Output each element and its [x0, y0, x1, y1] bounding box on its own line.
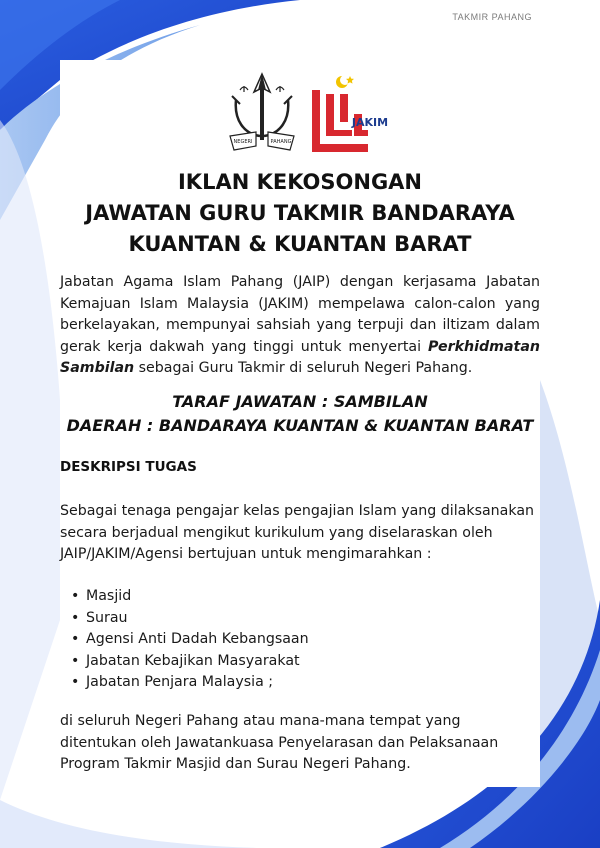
title-line-2: JAWATAN GURU TAKMIR BANDARAYA — [85, 201, 515, 225]
list-item: • Jabatan Kebajikan Masyarakat — [60, 651, 540, 673]
list-item: • Jabatan Penjara Malaysia ; — [60, 672, 540, 694]
page-title — [60, 167, 540, 260]
pahang-crest-icon — [230, 74, 294, 150]
logo-row — [60, 68, 540, 158]
intro-text-before: Jabatan Agama Islam Pahang (JAIP) dengan kerjasama Jabatan Kemajuan Islam Malaysia (JAKIM) mempelawa calon-calon yang berkelayakan, mempunyai sahsiah yang terpuji dan iltizam dalam gerak kerja dakwah yang tinggi untuk menyertai — [60, 274, 540, 355]
section-title-duties: DESKRIPSI TUGAS — [60, 459, 197, 475]
job-district: DAERAH : BANDARAYA KUANTAN & KUANTAN BARAT — [66, 416, 534, 435]
jakim-wordmark: JAKIM — [351, 116, 389, 129]
jakim-logo-icon — [312, 75, 388, 152]
intro-paragraph — [60, 272, 540, 380]
bullet-icon: • — [71, 631, 80, 647]
title-line-1: IKLAN KEKOSONGAN — [177, 170, 423, 194]
list-item: • Surau — [60, 608, 540, 630]
poster-card — [60, 60, 540, 787]
title-line-3: KUANTAN & KUANTAN BARAT — [128, 232, 472, 256]
bullet-icon: • — [71, 652, 80, 669]
intro-emphasis: Perkhidmatan Sambilan — [60, 338, 540, 376]
crest-ribbon-left: NEGERI — [233, 139, 253, 145]
list-item: • Agensi Anti Dadah Kebangsaan — [60, 629, 540, 651]
crest-ribbon-right: PAHANG — [270, 139, 292, 145]
job-status: TARAF JAWATAN : SAMBILAN — [172, 392, 428, 411]
job-subheading — [60, 390, 540, 438]
list-item: • Masjid — [60, 586, 540, 608]
institution-list — [60, 586, 540, 694]
bullet-icon: • — [71, 609, 80, 626]
bullet-icon: • — [71, 674, 80, 690]
closing-paragraph: di seluruh Negeri Pahang atau mana-mana tempat yang ditentukan oleh Jawatankuasa Penyelarasan dan Pelaksanaan Program Takmir Masjid dan Surau Negeri Pahang. — [60, 713, 499, 772]
header-label: TAKMIR PAHANG — [452, 12, 532, 22]
bullet-icon: • — [71, 588, 80, 604]
duties-description: Sebagai tenaga pengajar kelas pengajian Islam yang dilaksanakan secara berjadual mengikut kurikulum yang diselaraskan oleh JAIP/JAKIM/Agensi bertujuan untuk mengimarahkan : — [60, 503, 535, 562]
intro-text-after: sebagai Guru Takmir di seluruh Negeri Pahang. — [134, 360, 473, 376]
